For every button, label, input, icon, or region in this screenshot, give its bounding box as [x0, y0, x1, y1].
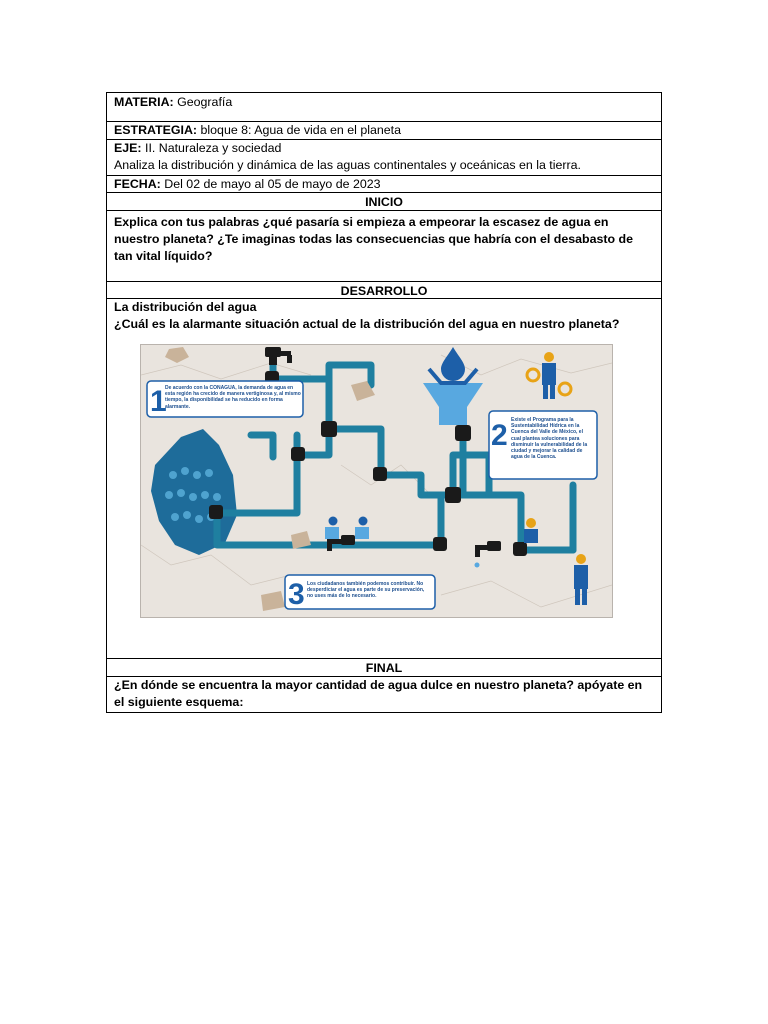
materia-value: Geografía [177, 95, 233, 109]
fecha-value: Del 02 de mayo al 05 de mayo de 2023 [164, 177, 381, 191]
desarrollo-question: ¿Cuál es la alarmante situación actual de la distribución del agua en nuestro planeta? [114, 317, 620, 331]
estrategia-label: ESTRATEGIA: [114, 123, 198, 137]
desarrollo-subtitle: La distribución del agua [114, 300, 257, 314]
materia-label: MATERIA: [114, 95, 174, 109]
desarrollo-heading: DESARROLLO [107, 282, 661, 299]
step2-number: 2 [491, 419, 508, 452]
fecha-label: FECHA: [114, 177, 161, 191]
eje-label: EJE: [114, 141, 142, 155]
inicio-heading: INICIO [107, 193, 661, 211]
step3-text: Los ciudadanos también podemos contribuir. No desperdiciar el agua es parte de su preservación, no uses más de lo necesario. [307, 581, 425, 600]
fecha-row [107, 176, 661, 193]
step3-number: 3 [288, 578, 305, 611]
final-text: ¿En dónde se encuentra la mayor cantidad de agua dulce en nuestro planeta? apóyate en el siguiente esquema: [114, 678, 643, 709]
water-drop-icon [475, 563, 480, 568]
step1-number: 1 [150, 385, 167, 418]
eje-value: II. Naturaleza y sociedad [145, 141, 282, 155]
eje-description: Analiza la distribución y dinámica de las aguas continentales y oceánicas en la tierra. [114, 158, 581, 172]
step2-text: Existe el Programa para la Sustentabilidad Hídrica en la Cuenca del Valle de México, el cual plantea soluciones para disminuir la vulnerabilidad de la ciudad y mejorar la calidad de agua de la Cuenca. [511, 417, 588, 461]
inicio-text: Explica con tus palabras ¿qué pasaría si empieza a empeorar la escasez de agua en nuestro planeta? ¿Te imaginas todas las consecuencias que habría con el desabasto de tan vital líquido? [107, 211, 661, 282]
lesson-plan-table [106, 92, 662, 713]
step1-text: De acuerdo con la CONAGUA, la demanda de agua en esta región ha crecido de manera vertiginosa y, al mismo tiempo, la disponibilidad se ha reducido en forma alarmante. [165, 385, 301, 410]
water-distribution-infographic [140, 344, 613, 618]
materia-row [107, 93, 661, 122]
estrategia-row [107, 122, 661, 140]
desarrollo-section [107, 299, 661, 659]
eje-row [107, 140, 661, 176]
final-heading: FINAL [107, 659, 661, 677]
estrategia-value: bloque 8: Agua de vida en el planeta [200, 123, 401, 137]
